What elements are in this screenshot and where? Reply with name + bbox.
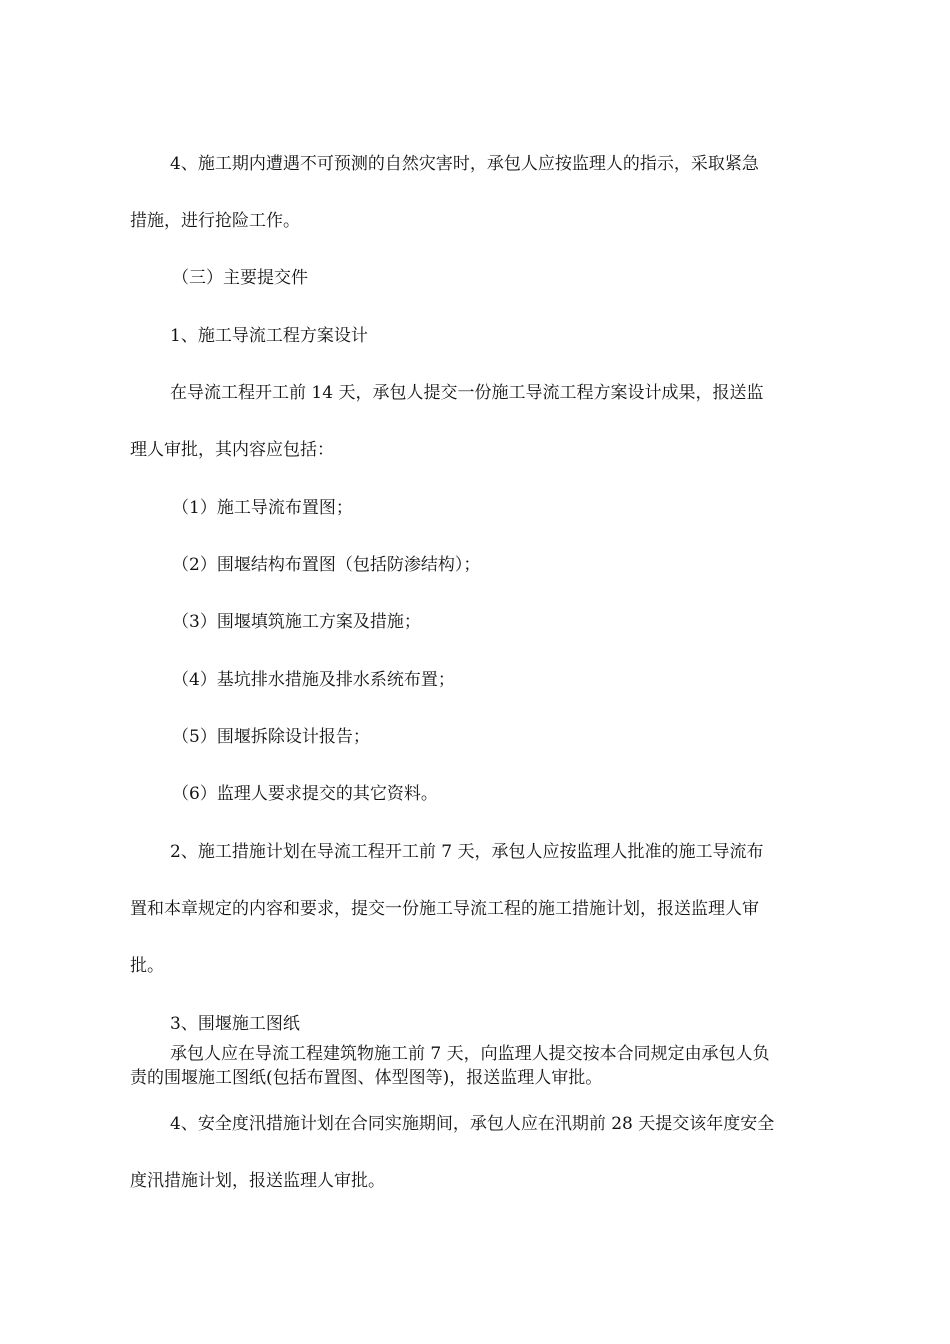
paragraph-measures-line-1: 2、施工措施计划在导流工程开工前 7 天，承包人应按监理人批准的施工导流布 [170, 842, 764, 862]
paragraph-emergency-line-1: 4、施工期内遭遇不可预测的自然灾害时，承包人应按监理人的指示，采取紧急 [170, 154, 759, 174]
paragraph-flood-line-1: 4、安全度汛措施计划在合同实施期间，承包人应在汛期前 28 天提交该年度安全 [170, 1114, 775, 1134]
list-item-1: （1）施工导流布置图； [172, 498, 353, 518]
paragraph-flood-line-2: 度汛措施计划，报送监理人审批。 [130, 1171, 385, 1191]
list-item-5: （5）围堰拆除设计报告； [172, 727, 370, 747]
paragraph-emergency-line-2: 措施，进行抢险工作。 [130, 211, 300, 231]
paragraph-design-line-1: 在导流工程开工前 14 天，承包人提交一份施工导流工程方案设计成果，报送监 [170, 383, 764, 403]
paragraph-design-line-2: 理人审批，其内容应包括： [130, 440, 334, 460]
list-item-2: （2）围堰结构布置图（包括防渗结构）； [172, 555, 481, 575]
subheading-diversion-design: 1、施工导流工程方案设计 [170, 326, 368, 346]
list-item-3: （3）围堰填筑施工方案及措施； [172, 612, 421, 632]
list-item-6: （6）监理人要求提交的其它资料。 [172, 784, 438, 804]
paragraph-measures-line-3: 批。 [130, 956, 164, 976]
list-item-4: （4）基坑排水措施及排水系统布置； [172, 670, 455, 690]
paragraph-drawings-line-1: 承包人应在导流工程建筑物施工前 7 天，向监理人提交按本合同规定由承包人负 [170, 1044, 770, 1064]
paragraph-drawings-line-2: 责的围堰施工图纸(包括布置图、体型图等)，报送监理人审批。 [130, 1068, 603, 1088]
paragraph-measures-line-2: 置和本章规定的内容和要求，提交一份施工导流工程的施工措施计划，报送监理人审 [130, 899, 759, 919]
subheading-cofferdam-drawings: 3、围堰施工图纸 [170, 1014, 300, 1034]
section-heading-submissions: （三）主要提交件 [172, 268, 308, 288]
